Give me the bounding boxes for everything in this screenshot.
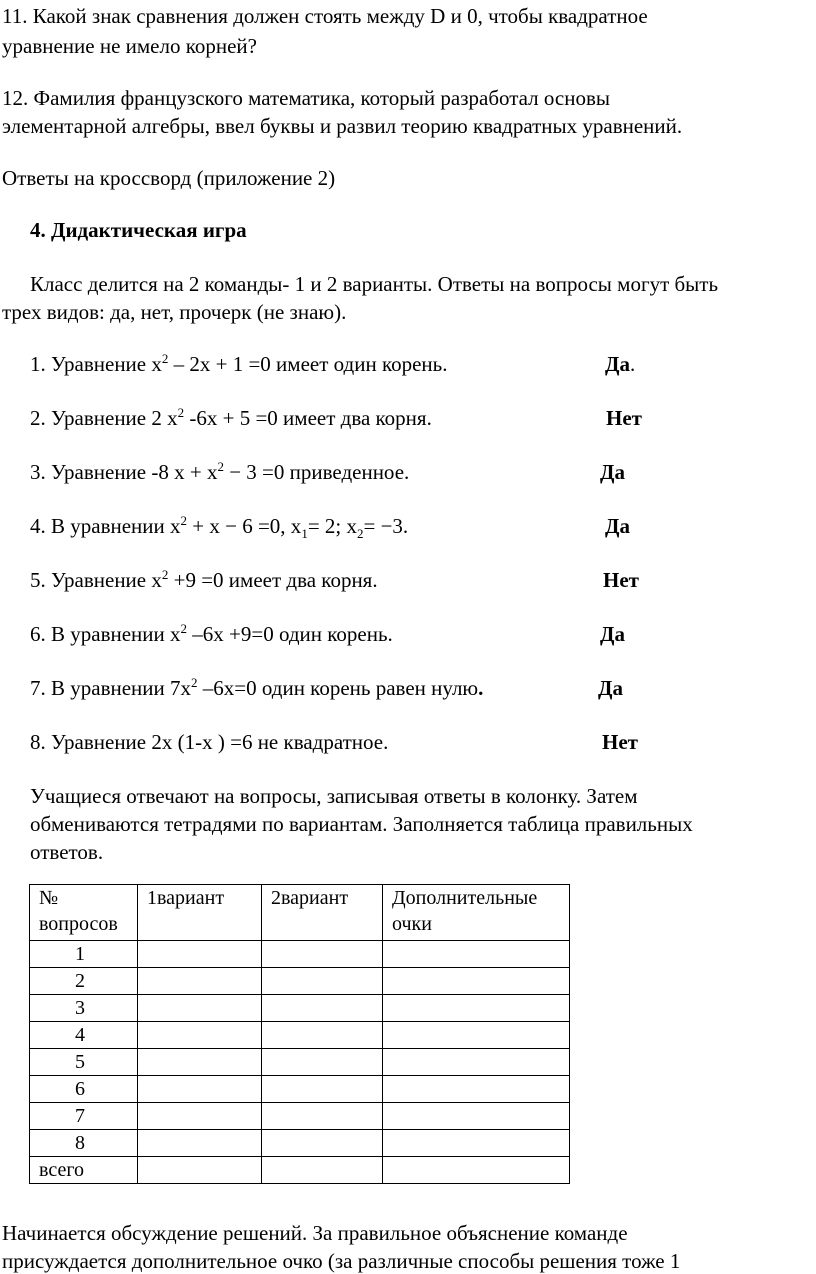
answer-6: Да bbox=[600, 622, 625, 646]
header-variant-2: 2вариант bbox=[262, 885, 383, 941]
question-item-1: 1. Уравнение $x^2 - 2x + 1 =0$ имеет один корень. bbox=[30, 351, 448, 376]
cell-bonus bbox=[383, 1130, 570, 1157]
table-row bbox=[30, 1049, 570, 1076]
cell-variant-1 bbox=[138, 941, 262, 968]
table-row bbox=[30, 941, 570, 968]
row-number: 3 bbox=[30, 995, 138, 1022]
row-number: 1 bbox=[30, 941, 138, 968]
after-line2: обмениваются тетрадями по вариантам. Заполняется таблица правильных bbox=[30, 812, 693, 836]
answer-1: Да. bbox=[605, 352, 636, 376]
cell-bonus bbox=[383, 1022, 570, 1049]
table-row bbox=[30, 1130, 570, 1157]
question-item-3: 3. Уравнение -8 $x + x^2 - 3 =0$ приведенное. bbox=[30, 459, 410, 484]
cell-bonus bbox=[383, 1076, 570, 1103]
crossword-answers-line: Ответы на кроссворд (приложение 2) bbox=[2, 166, 336, 190]
cell-variant-2 bbox=[262, 1130, 383, 1157]
answer-4: Да bbox=[605, 514, 630, 538]
row-number: 2 bbox=[30, 968, 138, 995]
cell-variant-2 bbox=[262, 1076, 383, 1103]
q12-line1: 12. Фамилия французского математика, который разработал основы bbox=[2, 86, 611, 110]
cell-variant-2 bbox=[262, 1157, 383, 1184]
closing-line1: Начинается обсуждение решений. За правильное объяснение команде bbox=[2, 1221, 628, 1245]
table-header-row bbox=[30, 885, 570, 941]
cell-bonus bbox=[383, 995, 570, 1022]
row-number: 8 bbox=[30, 1130, 138, 1157]
section-heading: 4. Дидактическая игра bbox=[30, 218, 247, 242]
row-number: 7 bbox=[30, 1103, 138, 1130]
intro-line2: трех видов: да, нет, прочерк (не знаю). bbox=[2, 300, 347, 324]
cell-variant-1 bbox=[138, 995, 262, 1022]
cell-variant-2 bbox=[262, 1103, 383, 1130]
row-number: 4 bbox=[30, 1022, 138, 1049]
answer-5: Нет bbox=[603, 568, 639, 592]
q11-line2: уравнение не имело корней? bbox=[2, 34, 257, 58]
answer-2: Нет bbox=[606, 406, 642, 430]
question-item-2: 2. Уравнение 2 $x^2$ -6x + 5 =0 имеет два корня. bbox=[30, 405, 432, 430]
cell-bonus bbox=[383, 968, 570, 995]
intro-line1: Класс делится на 2 команды- 1 и 2 варианты. Ответы на вопросы могут быть bbox=[30, 272, 719, 296]
cell-variant-1 bbox=[138, 1157, 262, 1184]
cell-variant-2 bbox=[262, 1049, 383, 1076]
q11-line1: 11. Какой знак сравнения должен стоять между D и 0, чтобы квадратное bbox=[2, 4, 648, 28]
table-row bbox=[30, 1022, 570, 1049]
cell-variant-1 bbox=[138, 1049, 262, 1076]
cell-bonus bbox=[383, 1103, 570, 1130]
cell-variant-2 bbox=[262, 968, 383, 995]
cell-variant-2 bbox=[262, 941, 383, 968]
table-row bbox=[30, 968, 570, 995]
header-question-number: № вопросов bbox=[30, 885, 138, 941]
question-item-8: 8. Уравнение 2x (1-x ) =6 не квадратное. bbox=[30, 730, 389, 754]
cell-bonus bbox=[383, 1049, 570, 1076]
total-label: всего bbox=[30, 1157, 138, 1184]
table-total-row bbox=[30, 1157, 570, 1184]
table-row bbox=[30, 995, 570, 1022]
cell-variant-1 bbox=[138, 968, 262, 995]
answer-7: Да bbox=[598, 676, 623, 700]
question-item-6: 6. В уравнении $x^2$ –6x +9=0 один корень. bbox=[30, 621, 393, 646]
answer-8: Нет bbox=[602, 730, 638, 754]
question-item-4: 4. В уравнении $x^2 + x - 6 =0$, $x_1= 2$; $x_2= -3$. bbox=[30, 513, 409, 542]
cell-variant-1 bbox=[138, 1076, 262, 1103]
cell-variant-2 bbox=[262, 995, 383, 1022]
header-variant-1: 1вариант bbox=[138, 885, 262, 941]
closing-line2: присуждается дополнительное очко (за различные способы решения тоже 1 bbox=[2, 1249, 681, 1273]
row-number: 5 bbox=[30, 1049, 138, 1076]
q12-line2: элементарной алгебры, ввел буквы и развил теорию квадратных уравнений. bbox=[2, 114, 683, 138]
cell-bonus bbox=[383, 1157, 570, 1184]
cell-bonus bbox=[383, 941, 570, 968]
table-row bbox=[30, 1103, 570, 1130]
question-item-7: 7. В уравнении $7x^2$ –6x=0 один корень равен нулю. bbox=[30, 675, 484, 700]
row-number: 6 bbox=[30, 1076, 138, 1103]
after-line1: Учащиеся отвечают на вопросы, записывая ответы в колонку. Затем bbox=[30, 784, 638, 808]
cell-variant-1 bbox=[138, 1103, 262, 1130]
table-row bbox=[30, 1076, 570, 1103]
header-bonus-points: Дополнительные очки bbox=[383, 885, 570, 941]
cell-variant-1 bbox=[138, 1022, 262, 1049]
cell-variant-1 bbox=[138, 1130, 262, 1157]
answers-table bbox=[29, 884, 570, 1184]
after-line3: ответов. bbox=[30, 840, 104, 864]
cell-variant-2 bbox=[262, 1022, 383, 1049]
answer-3: Да bbox=[600, 460, 625, 484]
question-item-5: 5. Уравнение $x^2 +9 =0$ имеет два корня. bbox=[30, 567, 378, 592]
